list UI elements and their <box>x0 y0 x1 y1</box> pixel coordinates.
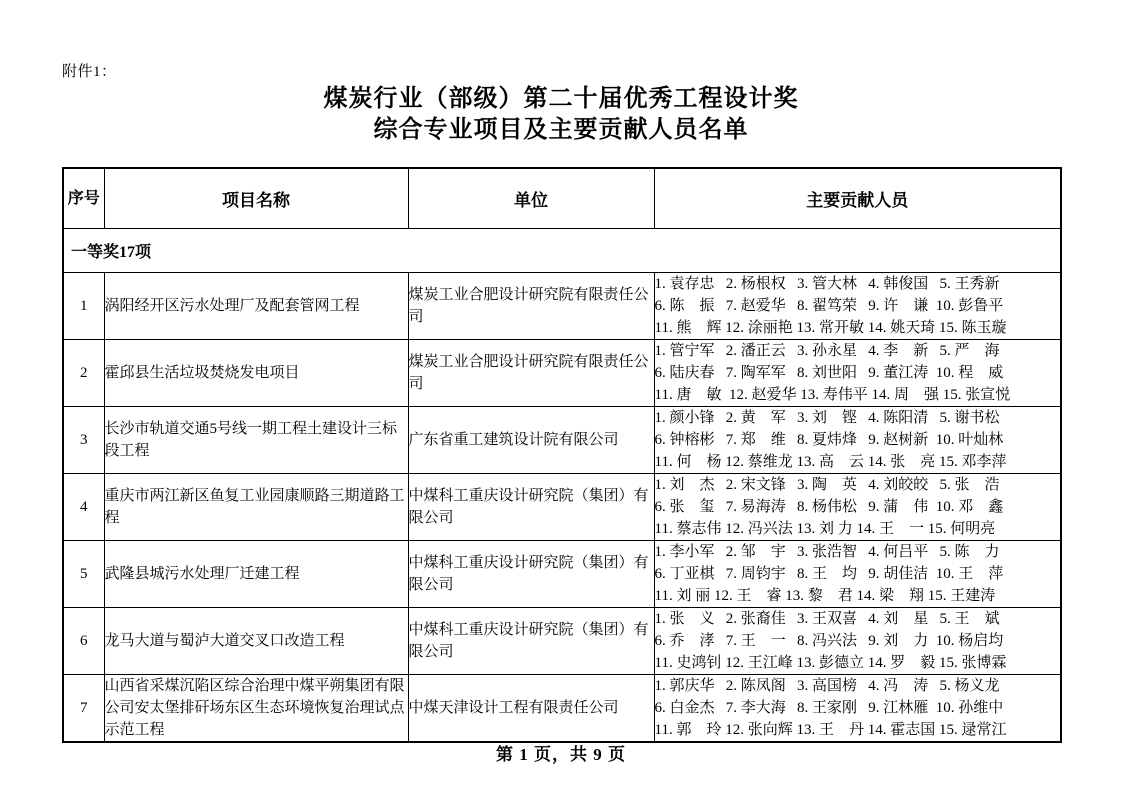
contributor-line: 1. 管宁军 2. 潘正云 3. 孙永星 4. 李 新 5. 严 海 <box>654 343 1000 359</box>
contributor-line: 11. 史鸿钊 12. 王江峰 13. 彭德立 14. 罗 毅 15. 张博霖 <box>654 655 1007 671</box>
contributor-line: 6. 陆庆春 7. 陶军军 8. 刘世阳 9. 董江涛 10. 程 威 <box>654 365 1004 381</box>
table-row <box>63 407 1061 474</box>
title-line-2: 综合专业项目及主要贡献人员名单 <box>373 117 749 143</box>
attachment-label: 附件1： <box>62 64 117 80</box>
cell-project-name: 山西省采煤沉陷区综合治理中煤平朔集团有限公司安太堡排矸场东区生态环境恢复治理试点示范工程 <box>104 675 408 743</box>
cell-seq: 2 <box>63 340 104 407</box>
cell-project-name: 武隆县城污水处理厂迁建工程 <box>104 541 408 608</box>
award-group-row <box>63 229 1061 273</box>
contributor-line: 1. 刘 杰 2. 宋文锋 3. 陶 英 4. 刘皎皎 5. 张 浩 <box>654 477 1000 493</box>
page-title <box>0 84 1122 146</box>
table-row <box>63 474 1061 541</box>
column-header-project: 项目名称 <box>104 168 408 229</box>
table-row <box>63 541 1061 608</box>
award-table <box>62 167 1062 743</box>
cell-unit: 广东省重工建筑设计院有限公司 <box>408 407 654 474</box>
cell-seq: 6 <box>63 608 104 675</box>
cell-unit: 中煤科工重庆设计研究院（集团）有限公司 <box>408 541 654 608</box>
cell-seq: 7 <box>63 675 104 743</box>
contributor-line: 6. 张 玺 7. 易海涛 8. 杨伟松 9. 蒲 伟 10. 邓 鑫 <box>654 499 1004 515</box>
contributor-line: 1. 李小军 2. 邹 宇 3. 张浩智 4. 何吕平 5. 陈 力 <box>654 544 1000 560</box>
table-header-row <box>63 168 1061 229</box>
table-header <box>63 168 1061 229</box>
table-award-group <box>63 229 1061 273</box>
contributor-line: 6. 白金杰 7. 李大海 8. 王家刚 9. 江林雁 10. 孙维中 <box>654 700 1004 716</box>
contributor-line: 6. 钟榕彬 7. 郑 维 8. 夏炜烽 9. 赵树新 10. 叶灿林 <box>654 432 1004 448</box>
contributor-line: 11. 何 杨 12. 蔡维龙 13. 高 云 14. 张 亮 15. 邓李萍 <box>654 454 1007 470</box>
contributor-line: 1. 郭庆华 2. 陈凤阁 3. 高国榜 4. 冯 涛 5. 杨义龙 <box>654 678 1000 694</box>
column-header-unit: 单位 <box>408 168 654 229</box>
cell-project-name: 重庆市两江新区鱼复工业园康顺路三期道路工程 <box>104 474 408 541</box>
cell-project-name: 长沙市轨道交通5号线一期工程土建设计三标段工程 <box>104 407 408 474</box>
cell-contributors <box>654 675 1061 743</box>
contributor-line: 6. 丁亚棋 7. 周钧宇 8. 王 均 9. 胡佳洁 10. 王 萍 <box>654 566 1004 582</box>
contributor-line: 6. 乔 涍 7. 王 一 8. 冯兴法 9. 刘 力 10. 杨启均 <box>654 633 1004 649</box>
cell-contributors <box>654 407 1061 474</box>
cell-project-name: 龙马大道与蜀泸大道交叉口改造工程 <box>104 608 408 675</box>
contributor-line: 1. 袁存忠 2. 杨根权 3. 管大林 4. 韩俊国 5. 王秀新 <box>654 276 1000 292</box>
cell-seq: 1 <box>63 273 104 340</box>
column-header-people: 主要贡献人员 <box>654 168 1061 229</box>
cell-contributors <box>654 541 1061 608</box>
contributor-line: 1. 颜小锋 2. 黄 军 3. 刘 铿 4. 陈阳清 5. 谢书松 <box>654 410 1000 426</box>
cell-unit: 煤炭工业合肥设计研究院有限责任公司 <box>408 340 654 407</box>
table-row <box>63 340 1061 407</box>
cell-contributors <box>654 474 1061 541</box>
cell-contributors <box>654 340 1061 407</box>
cell-seq: 4 <box>63 474 104 541</box>
cell-unit: 中煤科工重庆设计研究院（集团）有限公司 <box>408 474 654 541</box>
table-row <box>63 608 1061 675</box>
contributor-line: 6. 陈 振 7. 赵爱华 8. 翟笃荣 9. 许 谦 10. 彭鲁平 <box>654 298 1004 314</box>
contributor-line: 11. 蔡志伟 12. 冯兴法 13. 刘 力 14. 王 一 15. 何明亮 <box>654 521 996 537</box>
cell-project-name: 霍邱县生活垃圾焚烧发电项目 <box>104 340 408 407</box>
page-footer: 第 1 页，共 9 页 <box>496 745 626 764</box>
cell-unit: 中煤天津设计工程有限责任公司 <box>408 675 654 743</box>
contributor-line: 11. 熊 辉 12. 涂丽艳 13. 常开敏 14. 姚天琦 15. 陈玉璇 <box>654 320 1007 336</box>
cell-unit: 中煤科工重庆设计研究院（集团）有限公司 <box>408 608 654 675</box>
award-group-label: 一等奖17项 <box>63 229 1061 273</box>
cell-seq: 3 <box>63 407 104 474</box>
cell-unit: 煤炭工业合肥设计研究院有限责任公司 <box>408 273 654 340</box>
contributor-line: 11. 刘 丽 12. 王 睿 13. 黎 君 14. 梁 翔 15. 王建涛 <box>654 588 996 604</box>
table-row <box>63 273 1061 340</box>
table-body <box>63 273 1061 743</box>
column-header-seq: 序号 <box>63 168 104 229</box>
cell-seq: 5 <box>63 541 104 608</box>
table-row <box>63 675 1061 743</box>
cell-contributors <box>654 273 1061 340</box>
cell-contributors <box>654 608 1061 675</box>
contributor-line: 11. 郭 玲 12. 张向辉 13. 王 丹 14. 霍志国 15. 逯常江 <box>654 722 1007 738</box>
contributor-line: 11. 唐 敏 12. 赵爱华 13. 寿伟平 14. 周 强 15. 张宣悦 <box>654 387 1011 403</box>
cell-project-name: 涡阳经开区污水处理厂及配套管网工程 <box>104 273 408 340</box>
contributor-line: 1. 张 义 2. 张裔佳 3. 王双喜 4. 刘 星 5. 王 斌 <box>654 611 1000 627</box>
title-line-1: 煤炭行业（部级）第二十届优秀工程设计奖 <box>323 86 799 112</box>
